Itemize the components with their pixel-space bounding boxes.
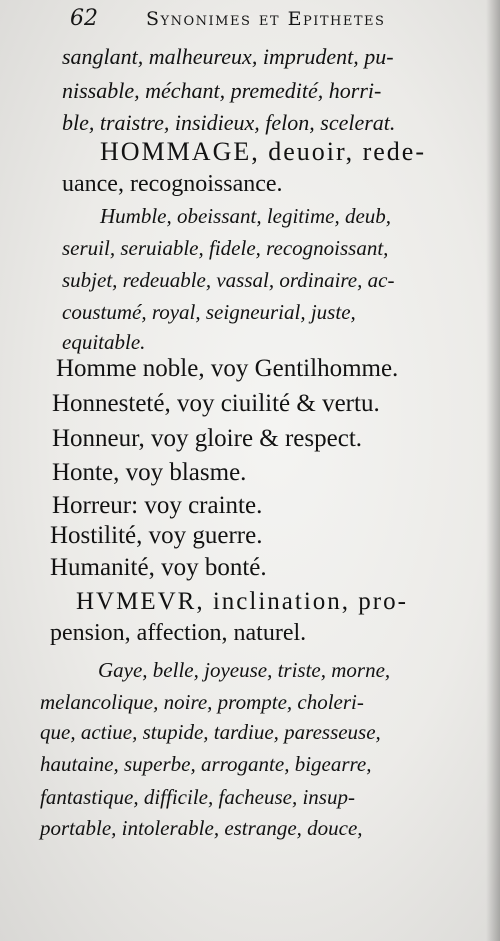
headword-hommage: HOMMAGE, deuoir, rede- bbox=[100, 137, 427, 166]
text-line: Gaye, belle, joyeuse, triste, morne, bbox=[98, 658, 391, 682]
text-line: hautaine, superbe, arrogante, bigearre, bbox=[40, 752, 372, 776]
text-line: seruil, seruiable, fidele, recognoissant, bbox=[62, 236, 389, 260]
entry-honte: Honte, voy blasme. bbox=[52, 459, 247, 486]
text-line: pension, affection, naturel. bbox=[50, 620, 307, 646]
entry-homme-noble: Homme noble, voy Gentilhomme. bbox=[56, 355, 399, 382]
entry-humanite: Humanité, voy bonté. bbox=[50, 554, 267, 581]
text-line: coustumé, royal, seigneurial, juste, bbox=[62, 300, 356, 324]
text-line: sanglant, malheureux, imprudent, pu- bbox=[62, 44, 394, 69]
text-line: nissable, méchant, premedité, horri- bbox=[62, 78, 382, 103]
text-line: portable, intolerable, estrange, douce, bbox=[40, 816, 363, 840]
text-line: subjet, redeuable, vassal, ordinaire, ac- bbox=[62, 268, 395, 292]
running-head: Synonimes et Epithetes bbox=[146, 8, 386, 30]
text-line: equitable. bbox=[62, 330, 146, 354]
entry-hostilite: Hostilité, voy guerre. bbox=[50, 522, 263, 549]
text-line: ble, traistre, insidieux, felon, scelerat. bbox=[62, 110, 396, 135]
entry-honnestete: Honnesteté, voy ciuilité & vertu. bbox=[52, 390, 380, 417]
text-line: fantastique, difficile, facheuse, insup- bbox=[40, 785, 355, 809]
text-line: que, actiue, stupide, tardiue, paresseuse, bbox=[40, 720, 381, 744]
text-line: uance, recognoissance. bbox=[62, 171, 283, 197]
text-line: Humble, obeissant, legitime, deub, bbox=[100, 204, 392, 228]
headword-humeur: HVMEVR, inclination, pro- bbox=[76, 588, 408, 615]
text-line: melancolique, noire, prompte, choleri- bbox=[40, 690, 364, 714]
entry-horreur: Horreur: voy crainte. bbox=[52, 492, 263, 519]
entry-honneur: Honneur, voy gloire & respect. bbox=[52, 425, 363, 452]
page-number: 62 bbox=[70, 6, 98, 31]
